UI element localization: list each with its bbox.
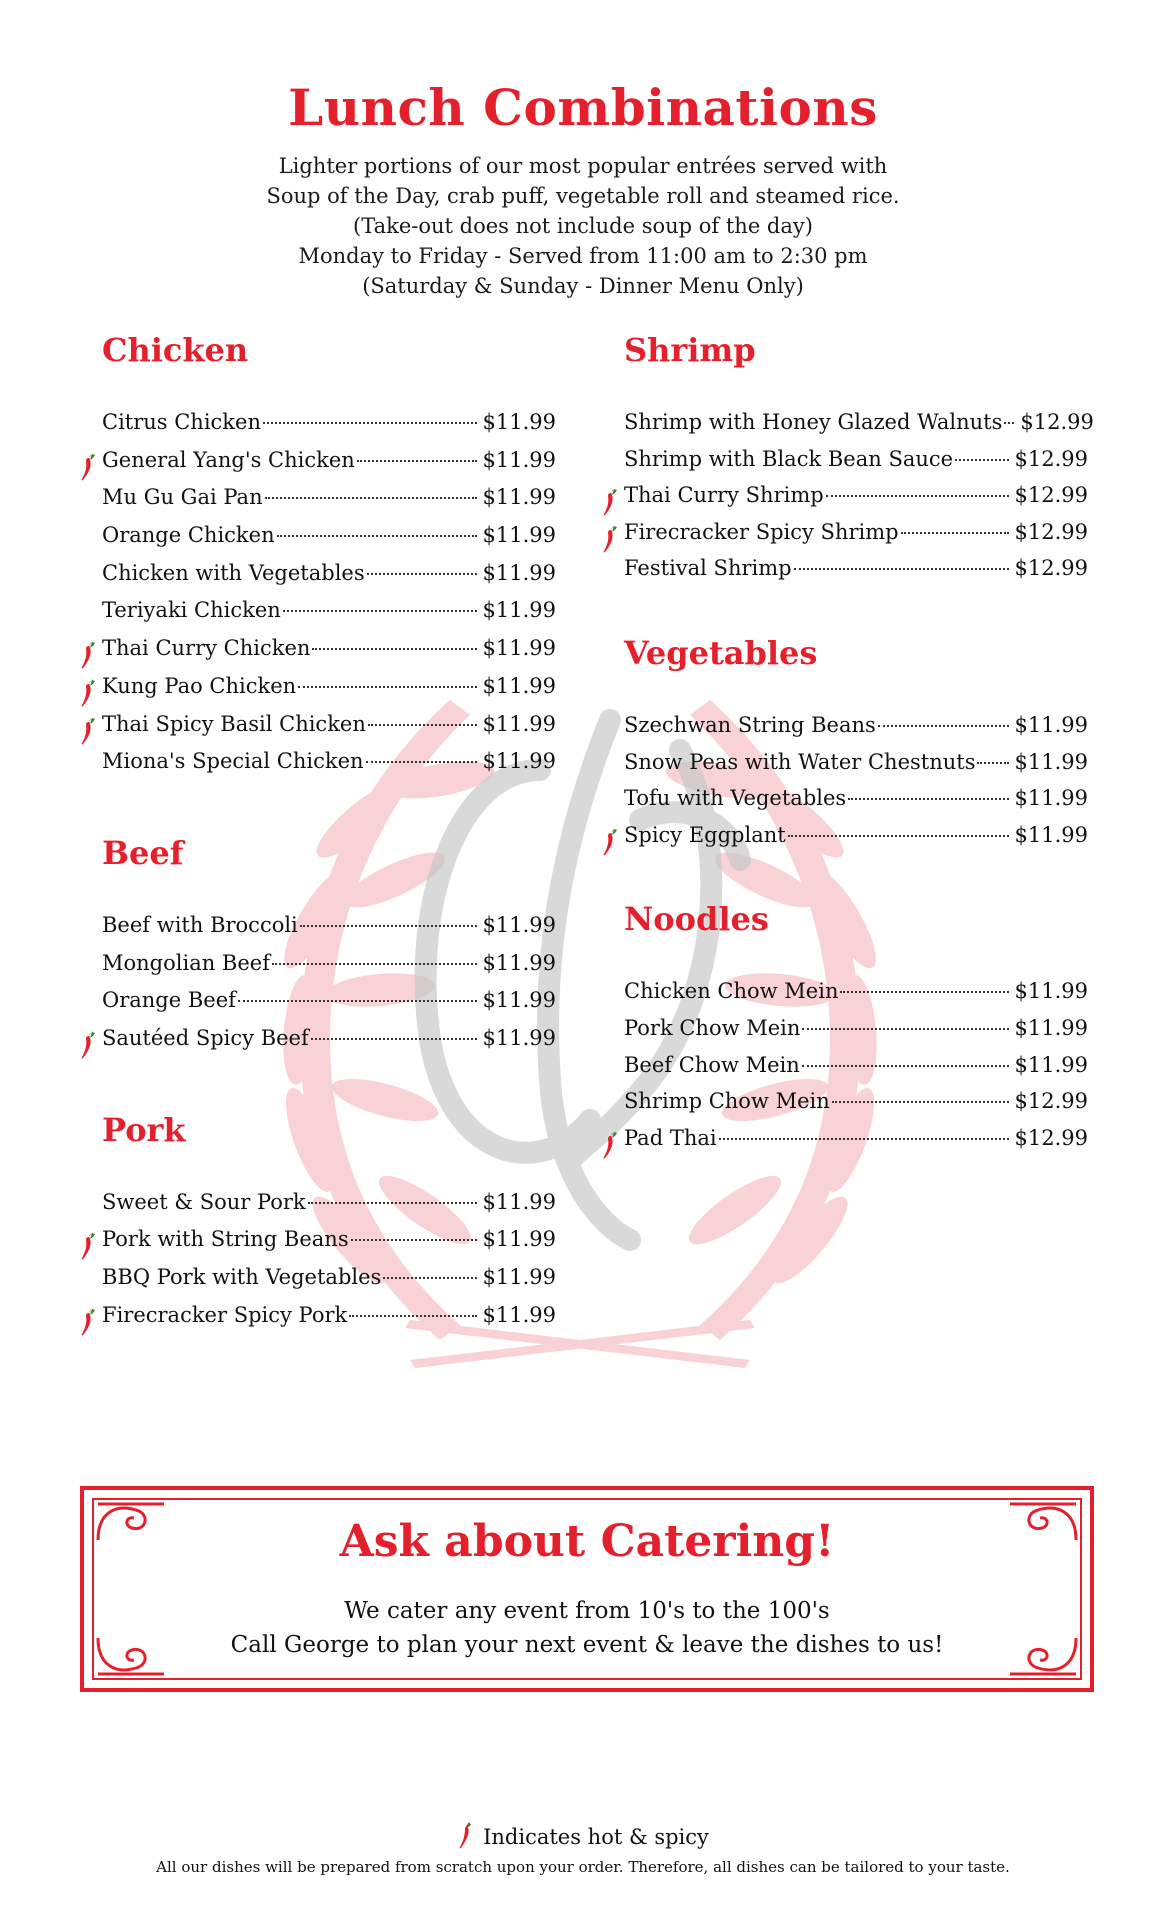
dot-leader xyxy=(788,835,1009,837)
section-spacer xyxy=(80,1064,556,1110)
item-price: $11.99 xyxy=(1014,749,1088,774)
dot-leader xyxy=(383,1277,476,1279)
menu-item xyxy=(80,561,556,599)
item-name: Thai Spicy Basil Chicken xyxy=(102,711,366,736)
item-price: $11.99 xyxy=(1014,786,1088,811)
dot-leader xyxy=(832,1101,1009,1103)
item-price: $11.99 xyxy=(482,560,556,585)
chili-pepper-icon xyxy=(602,827,620,857)
menu-item xyxy=(602,556,1088,593)
item-price: $11.99 xyxy=(482,1025,556,1050)
menu-item xyxy=(602,410,1094,447)
dot-leader xyxy=(351,1239,477,1241)
menu-item xyxy=(80,1026,556,1064)
menu-item xyxy=(602,1053,1088,1090)
section-title: Chicken xyxy=(102,331,249,369)
dot-leader xyxy=(265,497,477,499)
menu-item xyxy=(80,448,556,486)
legend-text: Indicates hot & spicy xyxy=(483,1825,709,1849)
dot-leader xyxy=(308,1202,477,1204)
item-price: $11.99 xyxy=(1014,1015,1088,1040)
item-name: BBQ Pork with Vegetables xyxy=(102,1265,382,1289)
item-price: $11.99 xyxy=(482,711,556,736)
catering-box xyxy=(80,1486,1094,1692)
menu-item xyxy=(602,1089,1088,1126)
item-price: $11.99 xyxy=(482,988,556,1013)
menu-item xyxy=(602,823,1088,860)
item-name: Snow Peas with Water Chestnuts xyxy=(624,749,976,774)
dot-leader xyxy=(238,1000,477,1002)
dot-leader xyxy=(367,573,477,575)
item-price: $11.99 xyxy=(482,1265,556,1289)
catering-line: We cater any event from 10's to the 100's xyxy=(344,1598,830,1624)
item-name: Szechwan String Beans xyxy=(624,712,876,737)
intro-line: (Take-out does not include soup of the day) xyxy=(353,214,813,238)
menu-item xyxy=(80,749,556,787)
item-name: Chicken Chow Mein xyxy=(624,979,839,1004)
menu-item xyxy=(80,485,556,523)
menu-item xyxy=(80,410,556,448)
item-price: $11.99 xyxy=(482,912,556,937)
intro-line: Lighter portions of our most popular entrées served with xyxy=(278,154,888,178)
chili-pepper-icon xyxy=(80,640,98,670)
section-spacer xyxy=(602,593,1088,633)
item-price: $11.99 xyxy=(482,410,556,434)
item-name: Beef Chow Mein xyxy=(624,1052,800,1077)
item-name: Thai Curry Chicken xyxy=(102,636,311,661)
menu-item xyxy=(602,520,1088,557)
dot-leader xyxy=(878,725,1009,727)
item-name: Shrimp with Honey Glazed Walnuts xyxy=(624,410,1003,434)
dot-leader xyxy=(311,1038,477,1040)
item-price: $11.99 xyxy=(1014,979,1088,1004)
item-price: $12.99 xyxy=(1014,1125,1088,1150)
section-title: Shrimp xyxy=(624,331,756,369)
dot-leader xyxy=(357,460,477,462)
item-price: $11.99 xyxy=(482,749,556,774)
dot-leader xyxy=(300,925,477,927)
item-name: Orange Chicken xyxy=(102,523,275,548)
item-price: $11.99 xyxy=(482,673,556,698)
item-price: $11.99 xyxy=(482,1227,556,1252)
menu-item xyxy=(602,483,1088,520)
section-spacer xyxy=(602,859,1088,899)
dot-leader xyxy=(802,1065,1009,1067)
item-name: Mongolian Beef xyxy=(102,950,270,975)
item-name: Tofu with Vegetables xyxy=(624,786,847,811)
item-price: $12.99 xyxy=(1020,410,1094,434)
item-name: Citrus Chicken xyxy=(102,410,261,434)
item-price: $12.99 xyxy=(1014,556,1088,581)
item-name: Teriyaki Chicken xyxy=(102,598,281,623)
item-name: Sautéed Spicy Beef xyxy=(102,1025,309,1050)
menu-item xyxy=(602,1016,1088,1053)
dot-leader xyxy=(848,798,1008,800)
item-name: Pork Chow Mein xyxy=(624,1015,801,1040)
catering-line: Call George to plan your next event & leave the dishes to us! xyxy=(230,1632,944,1658)
dot-leader xyxy=(826,495,1009,497)
menu-item xyxy=(80,988,556,1026)
intro-line: Soup of the Day, crab puff, vegetable roll and steamed rice. xyxy=(266,184,900,208)
chili-pepper-icon xyxy=(80,678,98,708)
item-name: Mu Gu Gai Pan xyxy=(102,485,263,510)
item-name: Orange Beef xyxy=(102,988,236,1013)
item-price: $11.99 xyxy=(482,1302,556,1327)
dot-leader xyxy=(977,762,1008,764)
chili-pepper-icon xyxy=(602,487,620,517)
item-name: Beef with Broccoli xyxy=(102,912,298,937)
intro-line: Monday to Friday - Served from 11:00 am to 2:30 pm xyxy=(298,244,868,268)
item-price: $11.99 xyxy=(1014,1052,1088,1077)
item-price: $12.99 xyxy=(1014,1089,1088,1114)
item-price: $11.99 xyxy=(482,485,556,510)
dot-leader xyxy=(277,535,477,537)
dot-leader xyxy=(366,761,477,763)
item-name: Chicken with Vegetables xyxy=(102,560,365,585)
dot-leader xyxy=(794,568,1009,570)
item-name: Shrimp with Black Bean Sauce xyxy=(624,446,954,471)
dot-leader xyxy=(1004,422,1014,424)
menu-item xyxy=(80,598,556,636)
item-price: $11.99 xyxy=(482,636,556,661)
menu-item xyxy=(80,1303,556,1341)
dot-leader xyxy=(802,1028,1008,1030)
item-price: $11.99 xyxy=(482,523,556,548)
menu-item xyxy=(80,1190,556,1228)
section-title: Beef xyxy=(102,833,184,872)
dot-leader xyxy=(840,991,1008,993)
menu-item xyxy=(80,712,556,750)
item-name: Thai Curry Shrimp xyxy=(624,483,824,508)
menu-item xyxy=(80,1265,556,1303)
item-name: Miona's Special Chicken xyxy=(102,749,364,774)
menu-item xyxy=(602,447,1088,484)
section-spacer xyxy=(80,787,556,833)
item-name: Spicy Eggplant xyxy=(624,822,786,847)
dot-leader xyxy=(272,963,477,965)
footnote: All our dishes will be prepared from scratch upon your order. Therefore, all dishes can be tailored to your taste. xyxy=(156,1858,1010,1876)
chili-pepper-icon xyxy=(80,716,98,746)
catering-title: Ask about Catering! xyxy=(339,1516,835,1567)
item-name: Shrimp Chow Mein xyxy=(624,1089,830,1114)
item-name: Firecracker Spicy Shrimp xyxy=(624,519,899,544)
item-price: $11.99 xyxy=(482,1189,556,1214)
item-name: Sweet & Sour Pork xyxy=(102,1189,306,1214)
intro-line: (Saturday & Sunday - Dinner Menu Only) xyxy=(362,274,804,298)
dot-leader xyxy=(719,1138,1009,1140)
dot-leader xyxy=(263,422,477,424)
chili-pepper-icon xyxy=(457,1820,475,1850)
item-price: $12.99 xyxy=(1014,483,1088,508)
menu-item xyxy=(80,523,556,561)
item-price: $11.99 xyxy=(1014,712,1088,737)
menu-item xyxy=(80,674,556,712)
chili-pepper-icon xyxy=(80,1231,98,1261)
chili-pepper-icon xyxy=(602,1130,620,1160)
dot-leader xyxy=(312,648,476,650)
dot-leader xyxy=(349,1315,476,1317)
menu-item xyxy=(602,979,1088,1016)
item-price: $11.99 xyxy=(1014,822,1088,847)
item-name: Pad Thai xyxy=(624,1125,717,1150)
item-price: $11.99 xyxy=(482,950,556,975)
spicy-legend xyxy=(0,1814,1166,1849)
menu-column-right xyxy=(602,330,1094,1162)
item-name: Festival Shrimp xyxy=(624,556,792,581)
dot-leader xyxy=(283,610,477,612)
item-price: $12.99 xyxy=(1014,519,1088,544)
menu-item xyxy=(80,951,556,989)
item-name: Kung Pao Chicken xyxy=(102,673,297,698)
dot-leader xyxy=(298,686,476,688)
item-price: $11.99 xyxy=(482,447,556,472)
dot-leader xyxy=(901,532,1009,534)
section-title: Vegetables xyxy=(624,633,818,672)
chili-pepper-icon xyxy=(602,524,620,554)
menu-item xyxy=(80,913,556,951)
dot-leader xyxy=(368,724,477,726)
menu-column-left xyxy=(80,330,556,1340)
menu-item xyxy=(602,750,1088,787)
item-name: Pork with String Beans xyxy=(102,1227,349,1252)
page-title: Lunch Combinations xyxy=(288,78,878,137)
chili-pepper-icon xyxy=(80,1030,98,1060)
menu-item xyxy=(602,1126,1088,1163)
menu-header xyxy=(0,78,1166,301)
item-name: General Yang's Chicken xyxy=(102,447,355,472)
chili-pepper-icon xyxy=(80,1307,98,1337)
menu-item xyxy=(80,1227,556,1265)
item-price: $12.99 xyxy=(1014,446,1088,471)
item-price: $11.99 xyxy=(482,598,556,623)
section-title: Pork xyxy=(102,1110,186,1149)
menu-item xyxy=(602,713,1088,750)
menu-item xyxy=(80,636,556,674)
menu-item xyxy=(602,786,1088,823)
section-title: Noodles xyxy=(624,900,769,939)
chili-pepper-icon xyxy=(80,452,98,482)
item-name: Firecracker Spicy Pork xyxy=(102,1302,348,1327)
dot-leader xyxy=(955,459,1008,461)
